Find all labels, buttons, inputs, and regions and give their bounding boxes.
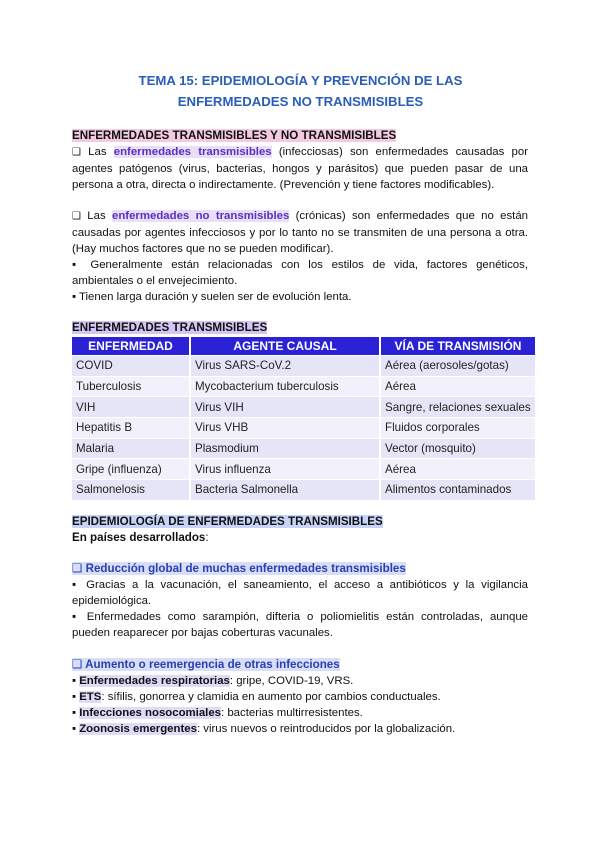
table-row [72,438,535,459]
checkbox-bullet-icon: ❑ [72,147,81,158]
checkbox-bullet-icon: ❑ [72,211,81,222]
table-cell: Alimentos contaminados [380,480,535,500]
table-cell: VIH [72,397,190,418]
table-cell: Aérea [380,459,535,480]
table-row [72,376,535,397]
table-cell: Virus SARS-CoV.2 [190,356,380,377]
title-line-2: ENFERMEDADES NO TRANSMISIBLES [177,94,424,109]
keyword-transmisibles: enfermedades transmisibles [113,146,272,158]
paragraph-no-transmisibles: ❑ Las enfermedades no transmisibles (crónicas) son enfermedades que no están causadas por agentes infecciosos y por lo tanto no se transmiten de una persona a otra. (Hay muchos factores que no se pueden modificar). ▪ Generalmente están relacionadas con los estilos de vida, factores genéticos, ambientales o el envejecimiento. ▪ Tienen larga duración y suelen ser de evolución lenta. [72,210,529,303]
section-heading-transmisibles-no-transmisibles: ENFERMEDADES TRANSMISIBLES Y NO TRANSMISIBLES [72,129,397,142]
table-cell: COVID [72,356,190,377]
section-heading-epidemiologia: EPIDEMIOLOGÍA DE ENFERMEDADES TRANSMISIBLES [72,515,383,528]
column-header: ENFERMEDAD [72,337,190,356]
table-row [72,459,535,480]
table-cell: Salmonelosis [72,480,190,500]
bullet-larga-duracion: ▪ Tienen larga duración y suelen ser de evolución lenta. [72,291,352,303]
diseases-table [72,337,535,500]
table-cell: Sangre, relaciones sexuales [380,397,535,418]
table-cell: Aérea (aerosoles/gotas) [380,356,535,377]
table-cell: Malaria [72,438,190,459]
table-row [72,480,535,500]
list-infecciones [72,673,528,737]
table-cell: Mycobacterium tuberculosis [190,376,380,397]
list-item: ▪ Enfermedades respiratorias: gripe, COVID-19, VRS. [72,675,354,687]
section-heading-transmisibles: ENFERMEDADES TRANSMISIBLES [72,321,268,334]
table-cell: Hepatitis B [72,418,190,439]
table-row [72,356,535,377]
list-item: ▪ Infecciones nosocomiales: bacterias multirresistentes. [72,707,363,719]
table-cell: Gripe (influenza) [72,459,190,480]
table-cell: Virus VIH [190,397,380,418]
table-cell: Fluidos corporales [380,418,535,439]
table-cell: Virus VHB [190,418,380,439]
bullet-estilos-vida: ▪ Generalmente están relacionadas con los estilos de vida, factores genéticos, ambientales o el envejecimiento. [72,259,528,287]
table-cell: Vector (mosquito) [380,438,535,459]
table-cell: Plasmodium [190,438,380,459]
subheading-paises-desarrollados: En países desarrollados: [72,531,209,544]
subheading-reduccion-global: ❑ Reducción global de muchas enfermedades transmisibles [72,562,406,575]
paragraph-reduccion [72,577,528,641]
list-item: ▪ Zoonosis emergentes: virus nuevos o reintroducidos por la globalización. [72,723,456,735]
title-line-1: TEMA 15: EPIDEMIOLOGÍA Y PREVENCIÓN DE LAS [138,73,463,88]
subheading-aumento-reemergencia: ❑ Aumento o reemergencia de otras infecciones [72,658,340,671]
column-header: VÍA DE TRANSMISIÓN [380,337,535,356]
bullet-sarampion: ▪ Enfermedades como sarampión, difteria o poliomielitis están controladas, aunque pueden reaparecer por bajas coberturas vacunales. [72,611,528,639]
table-cell: Bacteria Salmonella [190,480,380,500]
keyword-no-transmisibles: enfermedades no transmisibles [112,210,290,222]
bullet-vacunacion: ▪ Gracias a la vacunación, el saneamiento, el acceso a antibióticos y la vigilancia epidemiológica. [72,579,528,607]
table-cell: Aérea [380,376,535,397]
table-cell: Virus influenza [190,459,380,480]
table-cell: Tuberculosis [72,376,190,397]
column-header: AGENTE CAUSAL [190,337,380,356]
list-item: ▪ ETS: sífilis, gonorrea y clamidia en aumento por cambios conductuales. [72,691,441,703]
page-title [72,70,529,112]
table-row [72,418,535,439]
table-row [72,397,535,418]
paragraph-transmisibles: ❑ Las enfermedades transmisibles (infecciosas) son enfermedades causadas por agentes patógenos (virus, bacterias, hongos y parásitos) que pueden pasar de una persona a otra, directa o indirectamente. (Prevención y tiene factores modificables). [72,146,529,191]
table-header-row [72,337,535,356]
